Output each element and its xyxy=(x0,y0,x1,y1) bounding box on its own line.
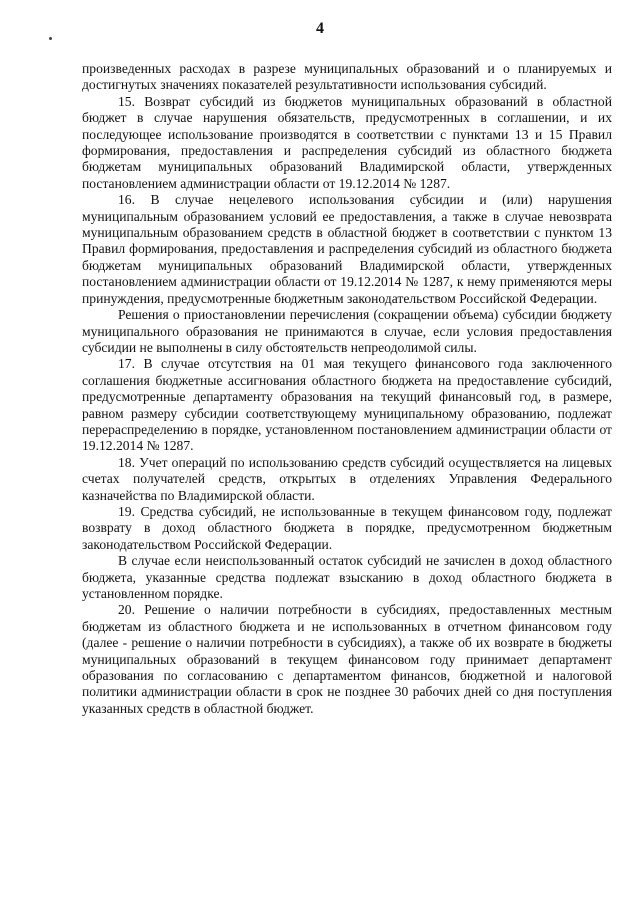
paragraph-16-suspension: Решения о приостановлении перечисления (сокращении объема) субсидии бюджету муниципального образования не принимаются в случае, если условия предоставления субсидии не выполнены в силу обстоятельств непреодолимой силы. xyxy=(82,307,612,355)
paragraph-20: 20. Решение о наличии потребности в субсидиях, предоставленных местным бюджетам из областного бюджета и не использованных в отчетном финансовом году (далее - решение о наличии потребности в субсидиях), а также об их возврате в бюджеты муниципальных образований в текущем финансовом году принимает департамент образования по согласованию с департаментом финансов, бюджетной и налоговой политики администрации области в срок не позднее 30 рабочих дней со дня поступления указанных средств в областной бюджет. xyxy=(82,602,612,716)
paragraph-16: 16. В случае нецелевого использования субсидии и (или) нарушения муниципальным образованием условий ее предоставления, а также в случае невозврата муниципальным образованием средств в областной бюджет в соответствии с пунктом 13 Правил формирования, предоставления и распределения субсидий из областного бюджета бюджетам муниципальных образований Владимирской области, утвержденных постановлением администрации области от 19.12.2014 № 1287, к нему применяются меры принуждения, предусмотренные бюджетным законодательством Российской Федерации. xyxy=(82,192,612,306)
document-body xyxy=(82,61,612,717)
paragraph-19-remainder: В случае если неиспользованный остаток субсидий не зачислен в доход областного бюджета, указанные средства подлежат взысканию в доход областного бюджета в установленном порядке. xyxy=(82,553,612,601)
paragraph-18: 18. Учет операций по использованию средств субсидий осуществляется на лицевых счетах получателей средств, открытых в отделениях Управления Федерального казначейства по Владимирской области. xyxy=(82,454,612,503)
page-number: 4 xyxy=(316,20,324,37)
paragraph-continuation: произведенных расходах в разрезе муниципальных образований и о планируемых и достигнутых значениях показателей результативности использования субсидий. xyxy=(82,61,612,93)
paragraph-15: 15. Возврат субсидий из бюджетов муниципальных образований в областной бюджет в случае нарушения обязательств, предусмотренных в соглашении, и их последующее использование производятся в соответствии с пунктами 13 и 15 Правил формирования, предоставления и распределения субсидий из областного бюджета бюджетам муниципальных образований Владимирской области, утвержденных постановлением администрации области от 19.12.2014 № 1287. xyxy=(82,93,612,191)
paragraph-19: 19. Средства субсидий, не использованные в текущем финансовом году, подлежат возврату в доход областного бюджета в порядке, предусмотренном бюджетным законодательством Российской Федерации. xyxy=(82,503,612,552)
paragraph-17: 17. В случае отсутствия на 01 мая текущего финансового года заключенного соглашения бюджетные ассигнования областного бюджета на предоставление субсидий, предусмотренные департаменту образования на текущий финансовый год, в размере, равном размеру субсидии соответствующему муниципальному образованию, подлежат перераспределению в порядке, установленном постановлением администрации области от 19.12.2014 № 1287. xyxy=(82,356,612,454)
